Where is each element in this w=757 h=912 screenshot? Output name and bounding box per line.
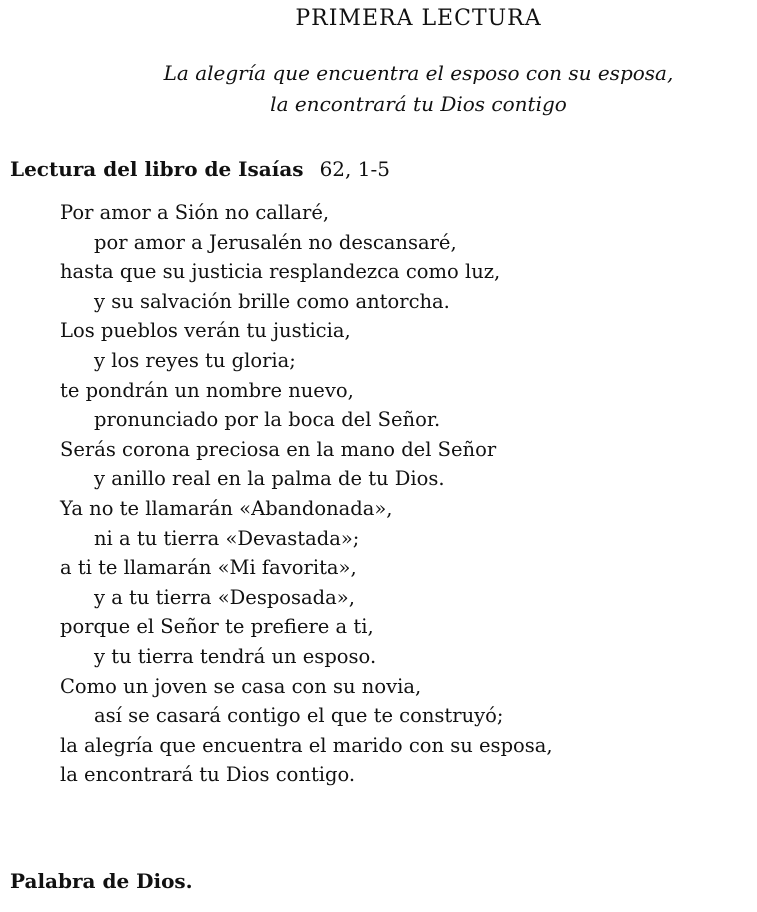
antiphon <box>0 58 757 120</box>
verse-line: y los reyes tu gloria; <box>94 348 296 372</box>
reading-citation <box>10 157 390 181</box>
verse-line: te pondrán un nombre nuevo, <box>60 378 354 402</box>
verse-line: Por amor a Sión no callaré, <box>60 201 330 224</box>
verse-line: y anillo real en la palma de tu Dios. <box>94 467 445 491</box>
verse-line: Los pueblos verán tu justicia, <box>60 319 351 343</box>
verse-line: la encontrará tu Dios contigo. <box>60 763 356 787</box>
verse-line: porque el Señor te prefiere a ti, <box>60 615 374 639</box>
verse-line: y a tu tierra «Desposada», <box>94 585 355 609</box>
closing-acclamation: Palabra de Dios. <box>10 869 193 893</box>
antiphon-line-1: La alegría que encuentra el esposo con su esposa, <box>163 61 674 85</box>
verse-line: y tu tierra tendrá un esposo. <box>94 644 377 668</box>
verse-line: así se casará contigo el que te construyó; <box>94 704 504 728</box>
verse-line: pronunciado por la boca del Señor. <box>94 408 441 432</box>
verse-list <box>60 198 553 790</box>
verse-line: Serás corona preciosa en la mano del Señor <box>60 437 497 461</box>
verse-line: la alegría que encuentra el marido con su esposa, <box>60 733 553 757</box>
reading-heading: PRIMERA LECTURA <box>295 6 542 31</box>
verse-line: por amor a Jerusalén no descansaré, <box>94 230 457 254</box>
verse-line: ni a tu tierra «Devastada»; <box>94 526 360 550</box>
antiphon-line-2: la encontrará tu Dios contigo <box>270 92 567 116</box>
verse-line: y su salvación brille como antorcha. <box>94 289 450 313</box>
citation-reference: 62, 1-5 <box>319 157 390 181</box>
citation-book: Lectura del libro de Isaías <box>10 157 304 181</box>
verse-line: Ya no te llamarán «Abandonada», <box>60 496 393 520</box>
verse-line: a ti te llamarán «Mi favorita», <box>60 556 357 580</box>
verse-line: Como un joven se casa con su novia, <box>60 674 422 698</box>
verse-line: hasta que su justicia resplandezca como luz, <box>60 260 501 284</box>
